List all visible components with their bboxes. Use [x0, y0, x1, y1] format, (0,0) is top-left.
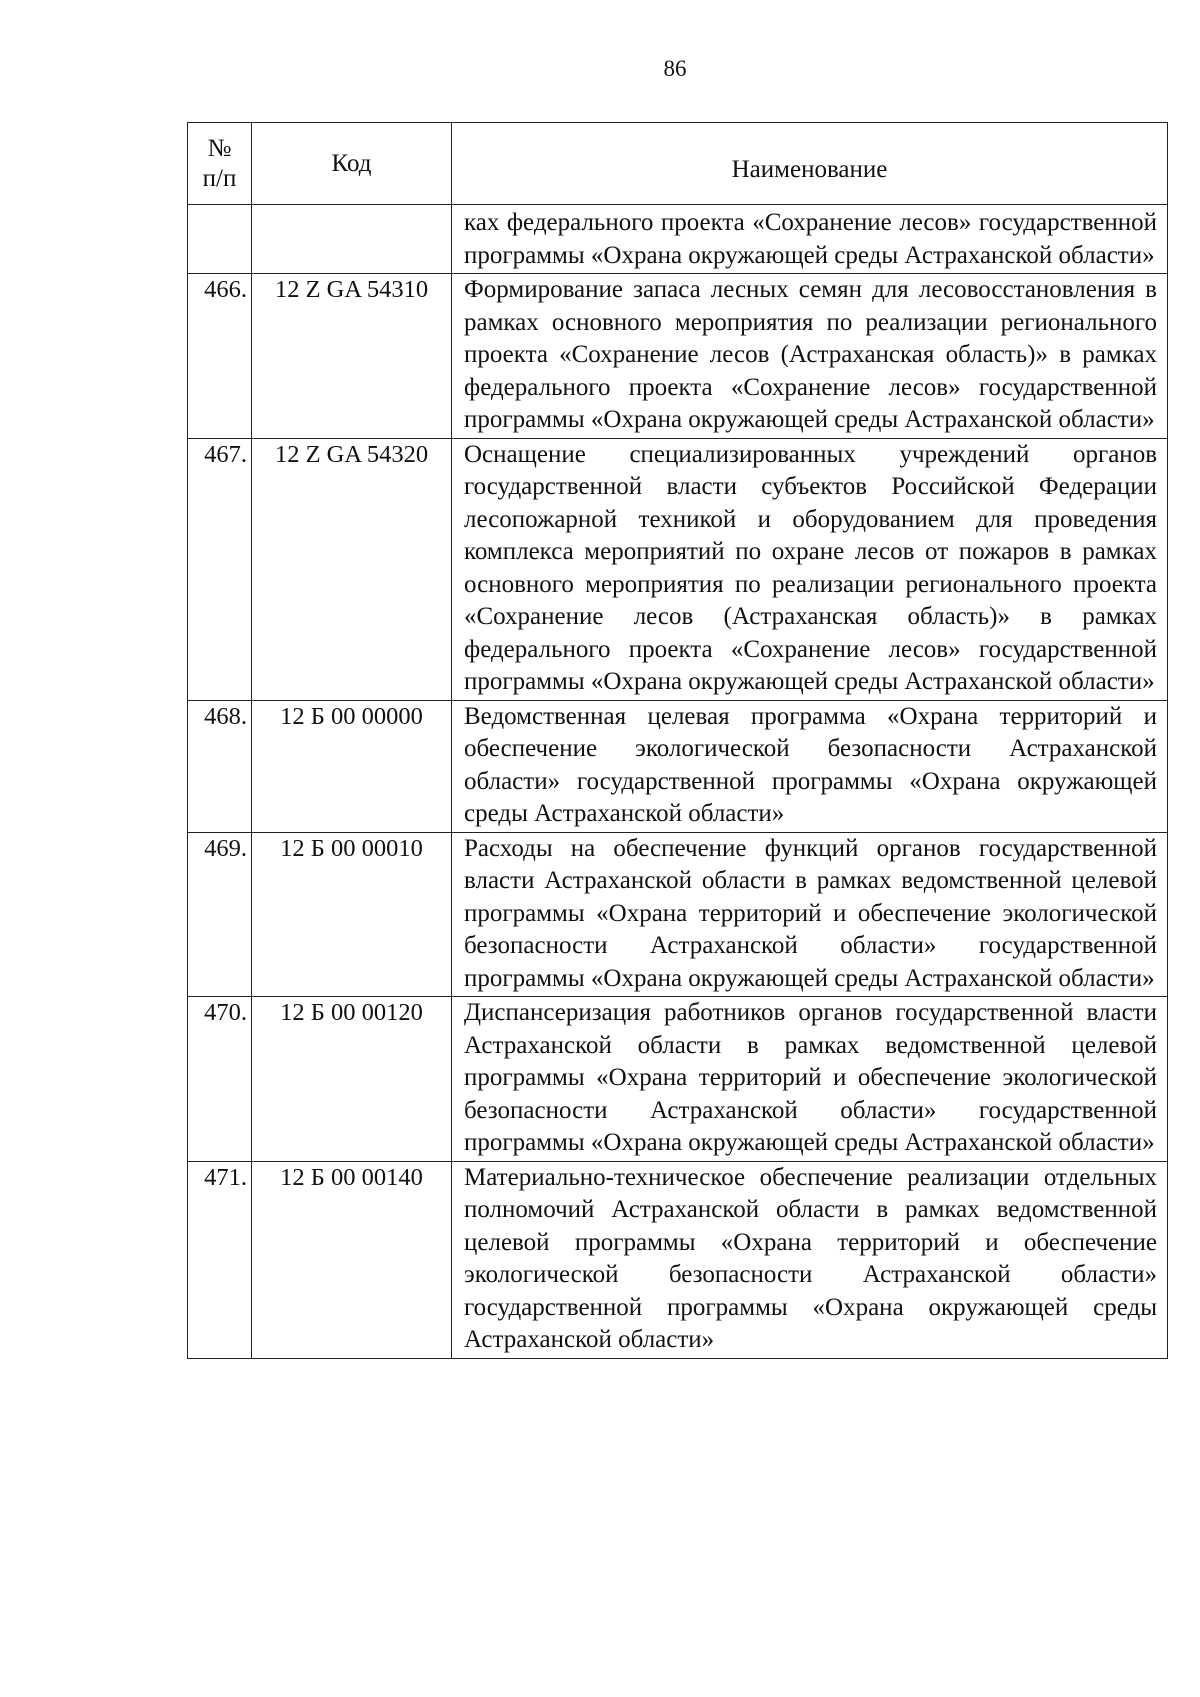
row-code: 12 Z GA 54310	[252, 274, 452, 439]
row-name: Оснащение специализированных учреждений органов государственной власти субъектов Российской Федерации лесопожарной техникой и оборудованием для проведения комплекса мероприятий по охране лесов от пожаров в рамках основного мероприятия по реализации регионального проекта «Сохранение лесов (Астраханская область)» в рамках федерального проекта «Сохранение лесов» государственной программы «Охрана окружающей среды Астраханской области»	[452, 438, 1168, 700]
row-code: 12 Б 00 00140	[252, 1161, 452, 1358]
row-number: 470.	[188, 997, 252, 1162]
row-code	[252, 205, 452, 274]
row-name: Ведомственная целевая программа «Охрана территорий и обеспечение экологической безопасности Астраханской области» государственной программы «Охрана окружающей среды Астраханской области»	[452, 700, 1168, 832]
header-number	[188, 123, 252, 205]
table-row	[188, 1161, 1168, 1358]
table-header-row	[188, 123, 1168, 205]
row-name: Материально-техническое обеспечение реализации отдельных полномочий Астраханской области в рамках ведомственной целевой программы «Охрана территорий и обеспечение экологической безопасности Астраханской области» государственной программы «Охрана окружающей среды Астраханской области»	[452, 1161, 1168, 1358]
table-row	[188, 700, 1168, 832]
row-number: 468.	[188, 700, 252, 832]
table-row	[188, 438, 1168, 700]
row-number	[188, 205, 252, 274]
row-number: 467.	[188, 438, 252, 700]
row-name: Диспансеризация работников органов государственной власти Астраханской области в рамках ведомственной целевой программы «Охрана территорий и обеспечение экологической безопасности Астраханской области» государственной программы «Охрана окружающей среды Астраханской области»	[452, 997, 1168, 1162]
table-row	[188, 205, 1168, 274]
row-name: ках федерального проекта «Сохранение лесов» государственной программы «Охрана окружающей среды Астраханской области»	[452, 205, 1168, 274]
table-row	[188, 832, 1168, 997]
row-number: 469.	[188, 832, 252, 997]
header-number-symbol: №	[207, 134, 232, 162]
row-code: 12 Б 00 00000	[252, 700, 452, 832]
table-row	[188, 274, 1168, 439]
page-number: 86	[663, 56, 687, 81]
row-code: 12 Б 00 00010	[252, 832, 452, 997]
row-name: Расходы на обеспечение функций органов государственной власти Астраханской области в рамках ведомственной целевой программы «Охрана территорий и обеспечение экологической безопасности Астраханской области» государственной программы «Охрана окружающей среды Астраханской области»	[452, 832, 1168, 997]
row-number: 466.	[188, 274, 252, 439]
budget-code-table	[187, 122, 1168, 1359]
header-number-abbr: п/п	[202, 164, 237, 192]
row-code: 12 Б 00 00120	[252, 997, 452, 1162]
row-code: 12 Z GA 54320	[252, 438, 452, 700]
row-name: Формирование запаса лесных семян для лесовосстановления в рамках основного мероприятия по реализации регионального проекта «Сохранение лесов (Астраханская область)» в рамках федерального проекта «Сохранение лесов» государственной программы «Охрана окружающей среды Астраханской области»	[452, 274, 1168, 439]
table-row	[188, 997, 1168, 1162]
header-code: Код	[252, 123, 452, 205]
header-name: Наименование	[452, 123, 1168, 205]
row-number: 471.	[188, 1161, 252, 1358]
